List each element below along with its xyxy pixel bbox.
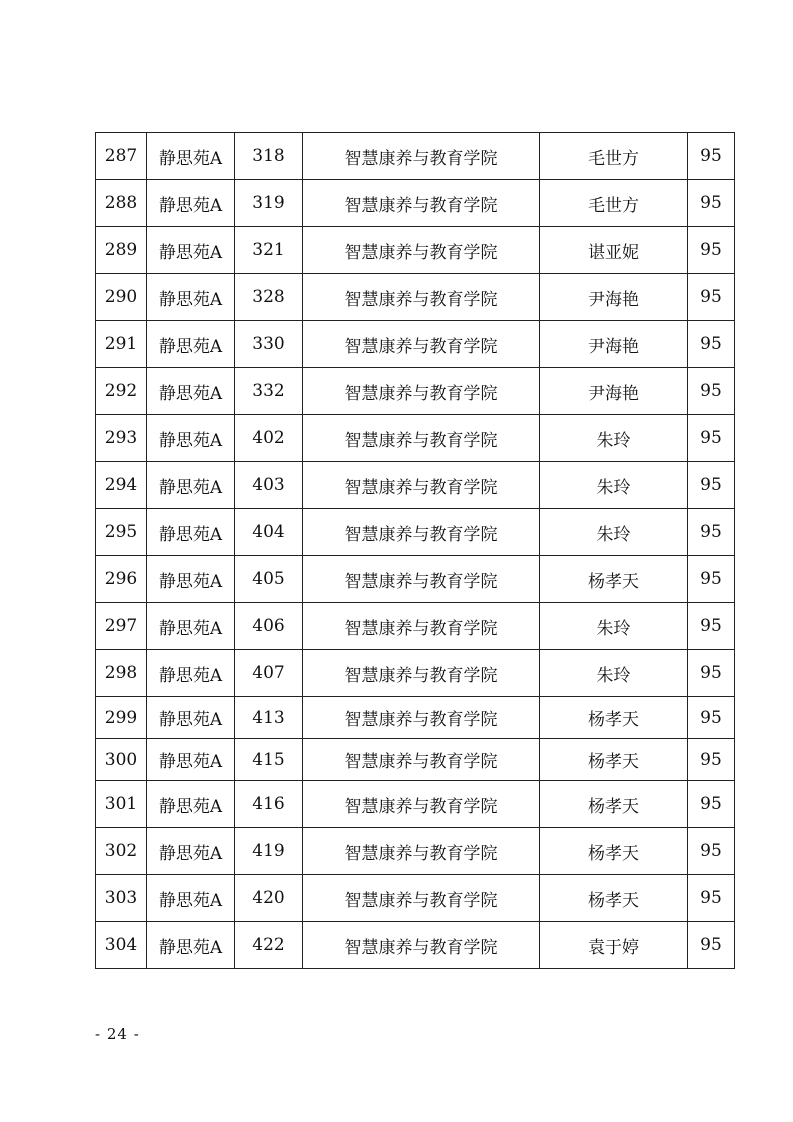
room-number-cell: 406 bbox=[235, 603, 303, 650]
row-number-cell: 304 bbox=[96, 922, 147, 969]
building-cell: 静思苑A bbox=[147, 274, 235, 321]
person-in-charge-cell: 杨孝天 bbox=[540, 781, 688, 828]
score-cell: 95 bbox=[688, 462, 735, 509]
row-number-cell: 287 bbox=[96, 133, 147, 180]
score-cell: 95 bbox=[688, 781, 735, 828]
college-cell: 智慧康养与教育学院 bbox=[303, 227, 540, 274]
row-number-cell: 300 bbox=[96, 739, 147, 781]
row-number-cell: 296 bbox=[96, 556, 147, 603]
table-row bbox=[96, 321, 735, 368]
room-number-cell: 405 bbox=[235, 556, 303, 603]
row-number-cell: 303 bbox=[96, 875, 147, 922]
table-row bbox=[96, 781, 735, 828]
building-cell: 静思苑A bbox=[147, 227, 235, 274]
score-cell: 95 bbox=[688, 922, 735, 969]
college-cell: 智慧康养与教育学院 bbox=[303, 875, 540, 922]
score-cell: 95 bbox=[688, 739, 735, 781]
row-number-cell: 288 bbox=[96, 180, 147, 227]
person-in-charge-cell: 朱玲 bbox=[540, 509, 688, 556]
score-cell: 95 bbox=[688, 415, 735, 462]
college-cell: 智慧康养与教育学院 bbox=[303, 368, 540, 415]
score-cell: 95 bbox=[688, 227, 735, 274]
score-cell: 95 bbox=[688, 321, 735, 368]
row-number-cell: 289 bbox=[96, 227, 147, 274]
building-cell: 静思苑A bbox=[147, 650, 235, 697]
room-number-cell: 415 bbox=[235, 739, 303, 781]
building-cell: 静思苑A bbox=[147, 781, 235, 828]
room-number-cell: 422 bbox=[235, 922, 303, 969]
table-row bbox=[96, 180, 735, 227]
person-in-charge-cell: 尹海艳 bbox=[540, 321, 688, 368]
building-cell: 静思苑A bbox=[147, 828, 235, 875]
table-row bbox=[96, 462, 735, 509]
person-in-charge-cell: 谌亚妮 bbox=[540, 227, 688, 274]
page-number: - 24 - bbox=[95, 1025, 140, 1043]
room-number-cell: 404 bbox=[235, 509, 303, 556]
building-cell: 静思苑A bbox=[147, 368, 235, 415]
row-number-cell: 291 bbox=[96, 321, 147, 368]
college-cell: 智慧康养与教育学院 bbox=[303, 274, 540, 321]
college-cell: 智慧康养与教育学院 bbox=[303, 697, 540, 739]
building-cell: 静思苑A bbox=[147, 415, 235, 462]
room-number-cell: 407 bbox=[235, 650, 303, 697]
score-cell: 95 bbox=[688, 368, 735, 415]
score-cell: 95 bbox=[688, 180, 735, 227]
college-cell: 智慧康养与教育学院 bbox=[303, 922, 540, 969]
building-cell: 静思苑A bbox=[147, 697, 235, 739]
room-number-cell: 413 bbox=[235, 697, 303, 739]
building-cell: 静思苑A bbox=[147, 875, 235, 922]
table-row bbox=[96, 415, 735, 462]
person-in-charge-cell: 尹海艳 bbox=[540, 274, 688, 321]
row-number-cell: 295 bbox=[96, 509, 147, 556]
score-cell: 95 bbox=[688, 875, 735, 922]
person-in-charge-cell: 杨孝天 bbox=[540, 556, 688, 603]
person-in-charge-cell: 朱玲 bbox=[540, 650, 688, 697]
row-number-cell: 299 bbox=[96, 697, 147, 739]
college-cell: 智慧康养与教育学院 bbox=[303, 415, 540, 462]
row-number-cell: 297 bbox=[96, 603, 147, 650]
score-cell: 95 bbox=[688, 274, 735, 321]
score-cell: 95 bbox=[688, 556, 735, 603]
room-number-cell: 403 bbox=[235, 462, 303, 509]
row-number-cell: 292 bbox=[96, 368, 147, 415]
table-row bbox=[96, 739, 735, 781]
person-in-charge-cell: 朱玲 bbox=[540, 603, 688, 650]
college-cell: 智慧康养与教育学院 bbox=[303, 321, 540, 368]
college-cell: 智慧康养与教育学院 bbox=[303, 828, 540, 875]
person-in-charge-cell: 袁于婷 bbox=[540, 922, 688, 969]
room-number-cell: 416 bbox=[235, 781, 303, 828]
table-row bbox=[96, 828, 735, 875]
person-in-charge-cell: 杨孝天 bbox=[540, 875, 688, 922]
college-cell: 智慧康养与教育学院 bbox=[303, 781, 540, 828]
college-cell: 智慧康养与教育学院 bbox=[303, 603, 540, 650]
room-number-cell: 321 bbox=[235, 227, 303, 274]
table-row bbox=[96, 603, 735, 650]
table-row bbox=[96, 650, 735, 697]
row-number-cell: 294 bbox=[96, 462, 147, 509]
college-cell: 智慧康养与教育学院 bbox=[303, 650, 540, 697]
person-in-charge-cell: 尹海艳 bbox=[540, 368, 688, 415]
college-cell: 智慧康养与教育学院 bbox=[303, 739, 540, 781]
table-row bbox=[96, 227, 735, 274]
person-in-charge-cell: 杨孝天 bbox=[540, 739, 688, 781]
dormitory-score-table bbox=[95, 132, 735, 969]
table-row bbox=[96, 875, 735, 922]
room-number-cell: 402 bbox=[235, 415, 303, 462]
room-number-cell: 328 bbox=[235, 274, 303, 321]
college-cell: 智慧康养与教育学院 bbox=[303, 133, 540, 180]
row-number-cell: 290 bbox=[96, 274, 147, 321]
room-number-cell: 420 bbox=[235, 875, 303, 922]
room-number-cell: 318 bbox=[235, 133, 303, 180]
person-in-charge-cell: 朱玲 bbox=[540, 462, 688, 509]
building-cell: 静思苑A bbox=[147, 739, 235, 781]
table-row bbox=[96, 697, 735, 739]
row-number-cell: 293 bbox=[96, 415, 147, 462]
table-row bbox=[96, 922, 735, 969]
person-in-charge-cell: 杨孝天 bbox=[540, 697, 688, 739]
table-row bbox=[96, 133, 735, 180]
score-cell: 95 bbox=[688, 603, 735, 650]
row-number-cell: 302 bbox=[96, 828, 147, 875]
building-cell: 静思苑A bbox=[147, 509, 235, 556]
score-cell: 95 bbox=[688, 133, 735, 180]
building-cell: 静思苑A bbox=[147, 603, 235, 650]
table-row bbox=[96, 368, 735, 415]
building-cell: 静思苑A bbox=[147, 462, 235, 509]
room-number-cell: 419 bbox=[235, 828, 303, 875]
table-row bbox=[96, 274, 735, 321]
score-cell: 95 bbox=[688, 650, 735, 697]
table-body bbox=[96, 133, 735, 969]
row-number-cell: 298 bbox=[96, 650, 147, 697]
room-number-cell: 319 bbox=[235, 180, 303, 227]
score-cell: 95 bbox=[688, 509, 735, 556]
person-in-charge-cell: 毛世方 bbox=[540, 133, 688, 180]
college-cell: 智慧康养与教育学院 bbox=[303, 509, 540, 556]
table-row bbox=[96, 509, 735, 556]
person-in-charge-cell: 杨孝天 bbox=[540, 828, 688, 875]
building-cell: 静思苑A bbox=[147, 180, 235, 227]
college-cell: 智慧康养与教育学院 bbox=[303, 462, 540, 509]
college-cell: 智慧康养与教育学院 bbox=[303, 180, 540, 227]
row-number-cell: 301 bbox=[96, 781, 147, 828]
score-cell: 95 bbox=[688, 828, 735, 875]
room-number-cell: 330 bbox=[235, 321, 303, 368]
person-in-charge-cell: 毛世方 bbox=[540, 180, 688, 227]
person-in-charge-cell: 朱玲 bbox=[540, 415, 688, 462]
table-row bbox=[96, 556, 735, 603]
college-cell: 智慧康养与教育学院 bbox=[303, 556, 540, 603]
building-cell: 静思苑A bbox=[147, 321, 235, 368]
score-cell: 95 bbox=[688, 697, 735, 739]
room-number-cell: 332 bbox=[235, 368, 303, 415]
building-cell: 静思苑A bbox=[147, 556, 235, 603]
building-cell: 静思苑A bbox=[147, 133, 235, 180]
building-cell: 静思苑A bbox=[147, 922, 235, 969]
